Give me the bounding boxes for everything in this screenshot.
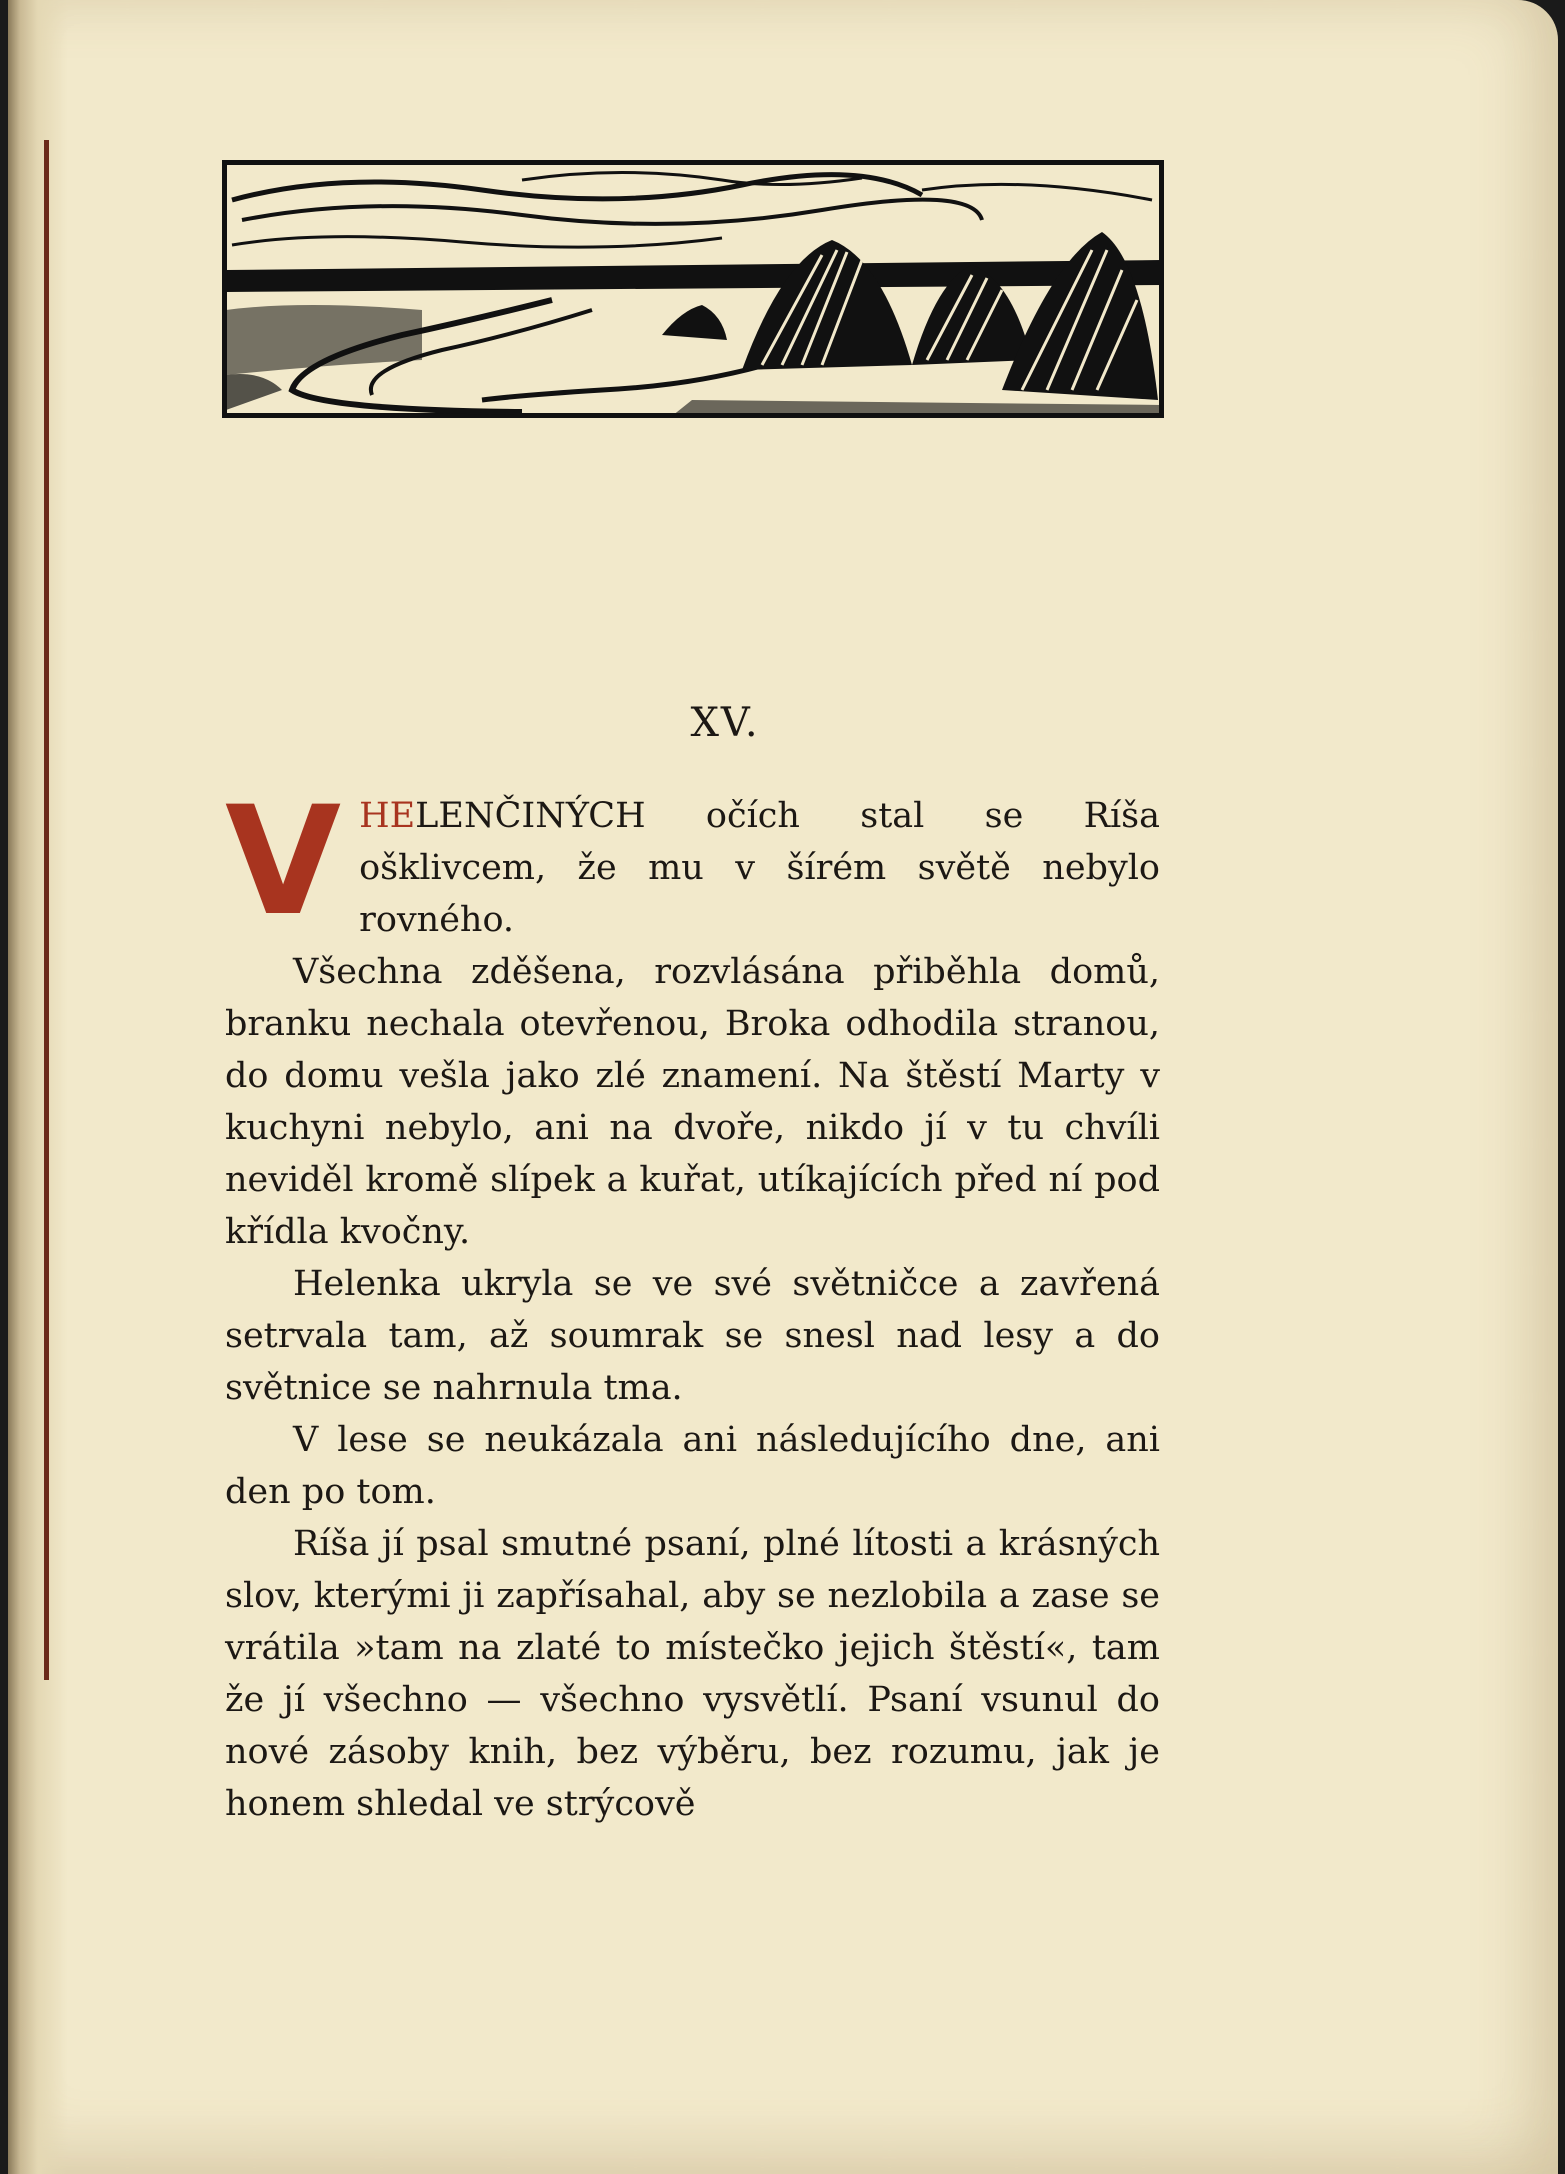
paragraph: V lese se neukázala ani následujícího dne, ani den po tom. xyxy=(225,1420,1160,1512)
paragraph: Všechna zděšena, rozvlásána přiběhla domů, branku nechala otevřenou, Broka odhodila stranou, do domu vešla jako zlé znamení. Na štěstí Marty v kuchyni nebylo, ani na dvoře, nikdo jí v tu chvíli neviděl kromě slípek a kuřat, utíkajících před ní pod křídla kvočny. xyxy=(225,952,1160,1252)
book-spine-shadow xyxy=(8,0,68,2174)
lead-word-rest: LENČINÝCH xyxy=(415,796,646,836)
paragraph: Ríša jí psal smutné psaní, plné lítosti a krásných slov, kterými ji zapřísahal, aby se nezlobila a zase se vrátila »tam na zlaté to místečko jejich štěstí«, tam že jí všechno — všechno vysvětlí. Psaní vsunul do nové zásoby knih, bez výběru, bez rozumu, jak je honem shledal ve strýcově xyxy=(225,1524,1160,1824)
landscape-woodcut-illustration xyxy=(222,160,1164,418)
lead-word-red: HE xyxy=(359,796,416,836)
spine-binding-line xyxy=(44,140,49,1680)
paragraph: Helenka ukryla se ve své světničce a zavřená setrvala tam, až soumrak se snesl nad lesy a do světnice se nahrnula tma. xyxy=(225,1264,1160,1408)
chapter-number: XV. xyxy=(690,700,760,746)
body-text xyxy=(225,775,1160,1830)
paragraph-text: očích stal se Ríša ošklivcem, že mu v šírém světě nebylo rovného. xyxy=(359,796,1160,940)
paragraph-opening xyxy=(225,775,1160,949)
drop-cap-initial: V xyxy=(225,775,342,949)
